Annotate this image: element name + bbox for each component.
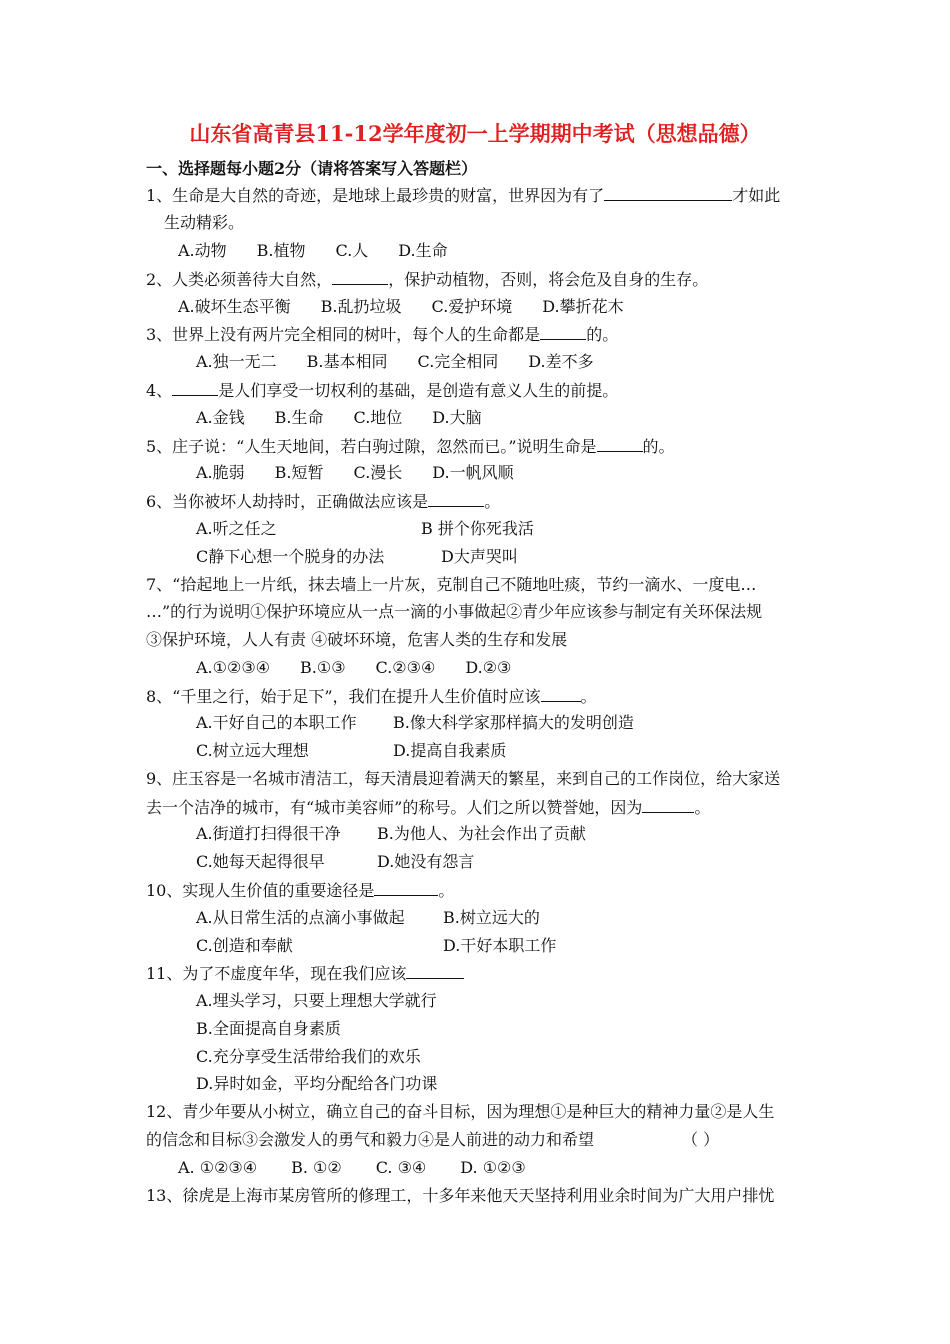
option-b: B. ①②: [291, 1158, 342, 1177]
option-a: A.脆弱: [196, 463, 245, 482]
option-a: A.①②③④: [196, 658, 271, 677]
option-c: C. ③④: [375, 1158, 427, 1177]
option-a: A.独一无二: [196, 352, 277, 371]
question-4: [146, 379, 618, 402]
question-7-continued-2: ③保护环境，人人有责 ④破坏环境，危害人类的生存和发展: [146, 630, 568, 649]
question-4-text: 4、: [146, 381, 173, 400]
question-10-option-b: B.树立远大的: [443, 908, 540, 927]
question-9-option-d: D.她没有怨言: [377, 852, 475, 871]
question-1-options: [178, 240, 448, 262]
question-1-text: 1、生命是大自然的奇迹，是地球上最珍贵的财富，世界因为有了: [146, 186, 605, 205]
question-8-text: 8、“千里之行，始于足下”，我们在提升人生价值时应该: [146, 687, 541, 706]
answer-blank: [374, 879, 438, 896]
question-1-continued: 生动精彩。: [164, 213, 245, 232]
question-6-option-b: B 拼个你死我活: [421, 519, 534, 538]
option-d: D.攀折花木: [542, 297, 624, 316]
question-8-option-d: D.提高自我素质: [393, 741, 507, 760]
option-d: D. ①②③: [460, 1158, 526, 1177]
question-12-continued: 的信念和目标③会激发人的勇气和毅力④是人前进的动力和希望: [146, 1130, 595, 1149]
question-8-text-end: 。: [580, 687, 597, 706]
question-9: 9、庄玉容是一名城市清洁工，每天清晨迎着满天的繁星，来到自己的工作岗位，给大家送: [146, 769, 781, 788]
question-4-options: [196, 407, 482, 429]
option-c: C.漫长: [353, 463, 403, 482]
question-11-option-d: D.异时如金，平均分配给各门功课: [196, 1074, 438, 1093]
question-13: 13、徐虎是上海市某房管所的修理工，十多年来他天天坚持利用业余时间为广大用户排忧: [146, 1186, 775, 1205]
question-11-text: 11、为了不虚度年华，现在我们应该: [146, 964, 407, 983]
question-2-text: 2、人类必须善待大自然，: [146, 270, 333, 289]
question-5-options: [196, 462, 514, 484]
option-c: C.爱护环境: [431, 297, 513, 316]
question-11-option-b: B.全面提高自身素质: [196, 1019, 341, 1038]
question-9-option-a: A.街道打扫得很干净: [196, 824, 341, 843]
answer-parentheses: （ ）: [682, 1130, 720, 1149]
option-b: B.短暂: [274, 463, 324, 482]
answer-blank: [172, 379, 218, 396]
option-c: C.完全相同: [417, 352, 499, 371]
question-7: 7、“拾起地上一片纸，抹去墙上一片灰，克制自己不随地吐痰，节约一滴水、一度电…: [146, 575, 757, 594]
question-5-text: 5、庄子说：“人生天地间，若白驹过隙，忽然而已。”说明生命是: [146, 437, 597, 456]
question-7-continued: …”的行为说明①保护环境应从一点一滴的小事做起②青少年应该参与制定有关环保法规: [146, 602, 763, 621]
question-2-text-end: ，保护动植物，否则，将会危及自身的生存。: [388, 270, 709, 289]
option-c: C.②③④: [375, 658, 436, 677]
question-6-text-end: 。: [484, 492, 501, 511]
question-5-text-end: 的。: [642, 437, 675, 456]
answer-blank: [540, 323, 586, 340]
question-8-option-b: B.像大科学家那样搞大的发明创造: [393, 713, 634, 732]
question-4-text-end: 是人们享受一切权利的基础，是创造有意义人生的前提。: [218, 381, 619, 400]
question-3: [146, 323, 618, 346]
question-10: [146, 879, 454, 902]
question-2: [146, 268, 708, 291]
section-heading: 一、选择题每小题2分（请将答案写入答题栏）: [146, 159, 478, 178]
question-7-options: [196, 657, 511, 679]
question-6-option-c: C静下心想一个脱身的办法: [196, 547, 385, 566]
question-10-option-c: C.创造和奉献: [196, 936, 293, 955]
question-10-text: 10、实现人生价值的重要途径是: [146, 881, 375, 900]
question-8-option-a: A.干好自己的本职工作: [196, 713, 357, 732]
option-a: A.金钱: [196, 408, 245, 427]
answer-blank: [642, 796, 694, 813]
question-10-option-d: D.干好本职工作: [443, 936, 557, 955]
option-b: B.①③: [300, 658, 346, 677]
option-b: B.生命: [274, 408, 324, 427]
question-1: [146, 184, 780, 207]
answer-blank: [597, 435, 643, 452]
question-9-text-end: 。: [694, 798, 711, 817]
option-c: C.人: [335, 241, 369, 260]
question-10-option-a: A.从日常生活的点滴小事做起: [196, 908, 405, 927]
option-a: A. ①②③④: [178, 1158, 258, 1177]
question-8-option-c: C.树立远大理想: [196, 741, 309, 760]
question-6-option-d: D大声哭叫: [441, 547, 518, 566]
question-2-options: [178, 296, 624, 318]
option-d: D.②③: [465, 658, 512, 677]
option-d: D.差不多: [528, 352, 594, 371]
answer-blank: [406, 962, 464, 979]
option-b: B.基本相同: [306, 352, 388, 371]
answer-blank: [332, 268, 388, 285]
question-11-option-a: A.埋头学习，只要上理想大学就行: [196, 991, 437, 1010]
option-a: A.破坏生态平衡: [178, 297, 291, 316]
option-d: D.一帆风顺: [432, 463, 514, 482]
question-5: [146, 435, 675, 458]
question-9-option-b: B.为他人、为社会作出了贡献: [377, 824, 586, 843]
option-d: D.大脑: [432, 408, 482, 427]
question-8: [146, 685, 597, 708]
question-3-options: [196, 351, 594, 373]
page-title: 山东省高青县11-12学年度初一上学期期中考试（思想品德）: [189, 121, 761, 146]
question-9-continued: [146, 796, 710, 819]
question-12-options: [178, 1157, 526, 1179]
answer-blank: [541, 685, 581, 702]
question-3-text-end: 的。: [586, 325, 619, 344]
question-6: [146, 490, 500, 513]
question-9-option-c: C.她每天起得很早: [196, 852, 325, 871]
option-a: A.动物: [178, 241, 227, 260]
option-c: C.地位: [353, 408, 403, 427]
question-9-text: 去一个洁净的城市，有“城市美容师”的称号。人们之所以赞誉她，因为: [146, 798, 643, 817]
question-11: [146, 962, 464, 985]
question-10-text-end: 。: [438, 881, 455, 900]
question-6-option-a: A.听之任之: [196, 519, 277, 538]
option-b: B.植物: [256, 241, 306, 260]
answer-blank: [428, 490, 484, 507]
question-6-text: 6、当你被坏人劫持时，正确做法应该是: [146, 492, 429, 511]
question-11-option-c: C.充分享受生活带给我们的欢乐: [196, 1047, 421, 1066]
question-3-text: 3、世界上没有两片完全相同的树叶，每个人的生命都是: [146, 325, 541, 344]
question-12: 12、青少年要从小树立，确立自己的奋斗目标，因为理想①是种巨大的精神力量②是人生: [146, 1102, 775, 1121]
option-d: D.生命: [398, 241, 448, 260]
option-b: B.乱扔垃圾: [320, 297, 402, 316]
question-1-text-end: 才如此: [732, 186, 781, 205]
answer-blank: [604, 184, 732, 201]
